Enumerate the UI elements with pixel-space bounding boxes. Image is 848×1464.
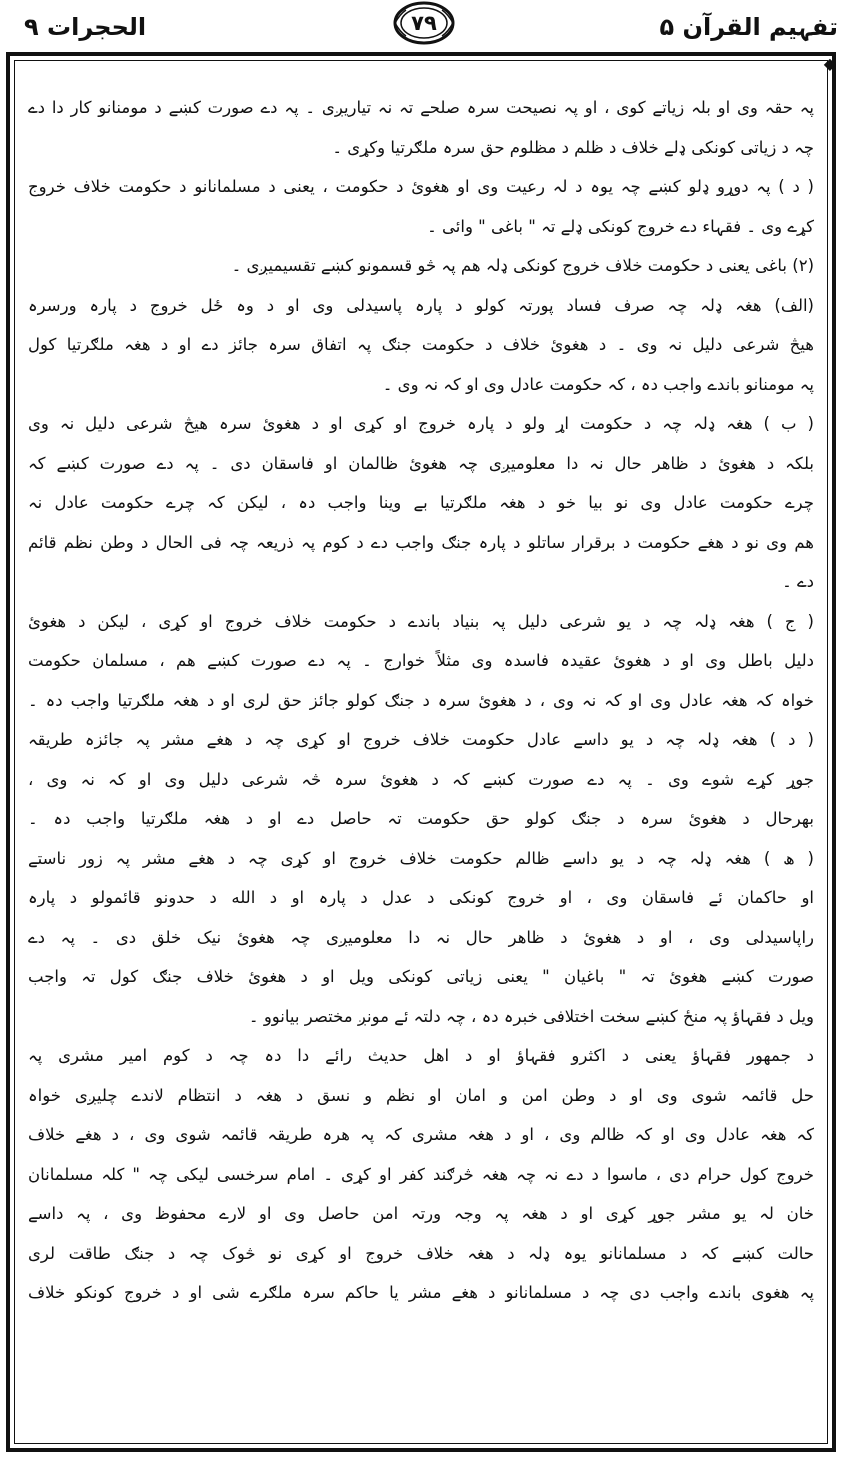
text-line: حالت کښے کہ د مسلمانانو یوہ ډلہ د هغہ خلاف خروج او کړی نو څوک چہ د جنګ طاقت لری [28, 1243, 814, 1263]
text-line: ( ب ) هغہ ډلہ چہ د حکومت اړ ولو د پارہ خروج او کړی او د هغوئ سرہ هیڅ شرعی دلیل نہ وی [28, 414, 814, 433]
book-title: تفہیم القرآن ۵ [659, 13, 838, 41]
text-line: (الف) هغہ ډلہ چہ صرف فساد پورتہ کولو د پارہ پاسیدلی وی او د وہ ځل خروج د پارہ ورسرہ [28, 295, 814, 315]
text-line: بهرحال د هغوئ سرہ د جنګ کولو حق حکومت تہ حاصل دے او د هغہ ملګرتیا واجب دہ ۔ [28, 809, 814, 828]
text-line: بلکہ د هغوئ د ظاهر حال نہ دا معلومیږی چہ هغوئ ظالمان او فاسقان دی ۔ پہ دے صورت کښے کہ [28, 453, 814, 473]
text-line: ( ھ ) هغہ ډلہ چہ د یو داسے ظالم حکومت خلاف خروج او کړی چہ د هغے مشر پہ زور ناستے [28, 848, 814, 868]
text-line: کړے وی ۔ فقہاء دے خروج کونکی ډلے تہ " باغی " وائی ۔ [427, 216, 814, 236]
surah-reference: الحجرات ۹ [24, 13, 147, 41]
text-line: صورت کښے هغوئ تہ " باغیان " یعنی زیاتی کونکی ویل او د هغوئ خلاف جنګ کول تہ واجب [28, 967, 814, 986]
text-line: هم وی نو د هغے حکومت د برقرار ساتلو د پارہ جنګ واجب دے د کوم پہ ذریعہ چہ فی الحال د وطن نظم قائم [28, 532, 814, 552]
text-line: د جمهور فقہاؤ یعنی د اکثرو فقہاؤ او د اهل حدیث رائے دا دہ چہ د کوم امیر مشری پہ [28, 1046, 814, 1065]
text-line: هیڅ شرعی دلیل نہ وی ۔ د هغوئ خلاف د حکومت جنګ پہ اتفاق سرہ جائز دے او د هغہ ملګرتیا کول [28, 335, 814, 354]
text-line: (۲) باغی یعنی د حکومت خلاف خروج کونکی ډلہ هم پہ څو قسمونو کښے تقسیمیږی ۔ [231, 256, 814, 275]
text-line: چرے حکومت عادل وی نو بیا خو د هغہ ملګرتیا بے وینا واجب دہ ، لیکن کہ چرے حکومت عادل نہ [28, 493, 814, 512]
text-line: خان لہ یو مشر جوړ کړی او د هغہ پہ وجہ ورتہ امن حاصل وی او لارے محفوظ وی ، پہ داسے [28, 1204, 814, 1223]
text-line: خواہ کہ هغہ عادل وی او کہ نہ وی ، د هغوئ سرہ د جنګ کولو جائز حق لری او د هغہ ملګرتیا واجب دہ ۔ [28, 690, 814, 710]
text-line: ( د ) هغہ ډلہ چہ د یو داسے عادل حکومت خلاف خروج او کړی چہ د هغے مشر پہ جائزہ طریقہ [28, 730, 814, 749]
text-line: جوړ کړے شوے وی ۔ پہ دے صورت کښے کہ د هغوئ سرہ څہ شرعی دلیل وی او کہ نہ وی ، [28, 769, 814, 789]
text-line: چہ د زیاتی کونکی ډلے خلاف د ظلم د مظلوم حق سرہ ملګرتیا وکړی ۔ [332, 137, 814, 157]
text-line: پہ حقہ وی او بلہ زیاتے کوی ، او پہ نصیحت سرہ صلحے تہ نہ تیاریږی ۔ پہ دے صورت کښے د مومنانو کار دا دے [28, 98, 814, 117]
text-line: خروج کول حرام دی ، ماسوا د دے نہ چہ هغہ څرګند کفر او کړی ۔ امام سرخسی لیکی چہ " کلہ مسلمانان [28, 1164, 814, 1184]
text-line: او حاکمان ئے فاسقان وی ، او خروج کونکی د عدل د پارہ او د الله د حدونو قائمولو د پارہ [28, 888, 814, 907]
text-line: راپاسیدلی وی ، او د هغوئ د ظاهر حال نہ دا معلومیږی چہ هغوئ نیک خلق دی ۔ پہ دے [28, 927, 814, 947]
corner-ornament-icon: ◆ [823, 54, 836, 73]
text-line: ( ج ) هغہ ډلہ چہ د یو شرعی دلیل پہ بنیاد باندے د حکومت خلاف خروج او کړی ، لیکن د هغوئ [28, 611, 814, 631]
text-line: دے ۔ [782, 572, 814, 591]
text-body [28, 88, 814, 1440]
page-number: ۷۹ [411, 11, 437, 35]
text-line: حل قائمہ شوی وی او د وطن امن و امان او نظم و نسق د هغہ د انتظام لاندے چلیږی خواہ [28, 1085, 814, 1105]
text-line: ویل د فقہاؤ پہ منځ کښے سخت اختلافی خبرہ دہ ، چہ دلتہ ئے مونږ مختصر بیانوو ۔ [248, 1006, 814, 1026]
text-line: دلیل باطل وی او د هغوئ عقیدہ فاسدہ وی مثلاً خوارج ۔ پہ دے صورت کښے هم ، مسلمان حکومت [28, 651, 814, 670]
page-number-badge [392, 0, 456, 46]
text-line: کہ هغہ عادل وی او کہ ظالم وی ، او د هغہ مشری کہ پہ هرہ طریقہ قائمہ شوی وی ، د هغے خلاف [28, 1125, 814, 1144]
text-line: پہ هغوی باندے واجب دی چہ د مسلمانانو د هغے مشر یا حاکم سرہ ملګرے شی او د خروج کونکو خلاف [28, 1283, 814, 1302]
text-line: پہ مومنانو باندے واجب دہ ، کہ حکومت عادل وی او کہ نہ وی ۔ [382, 374, 814, 394]
text-line: ( د ) پہ دوړو ډلو کښے چہ یوہ د لہ رعیت وی او هغوئ د حکومت ، یعنی د مسلمانانو د حکومت خلاف خروج [28, 177, 814, 196]
page-header [0, 0, 848, 52]
